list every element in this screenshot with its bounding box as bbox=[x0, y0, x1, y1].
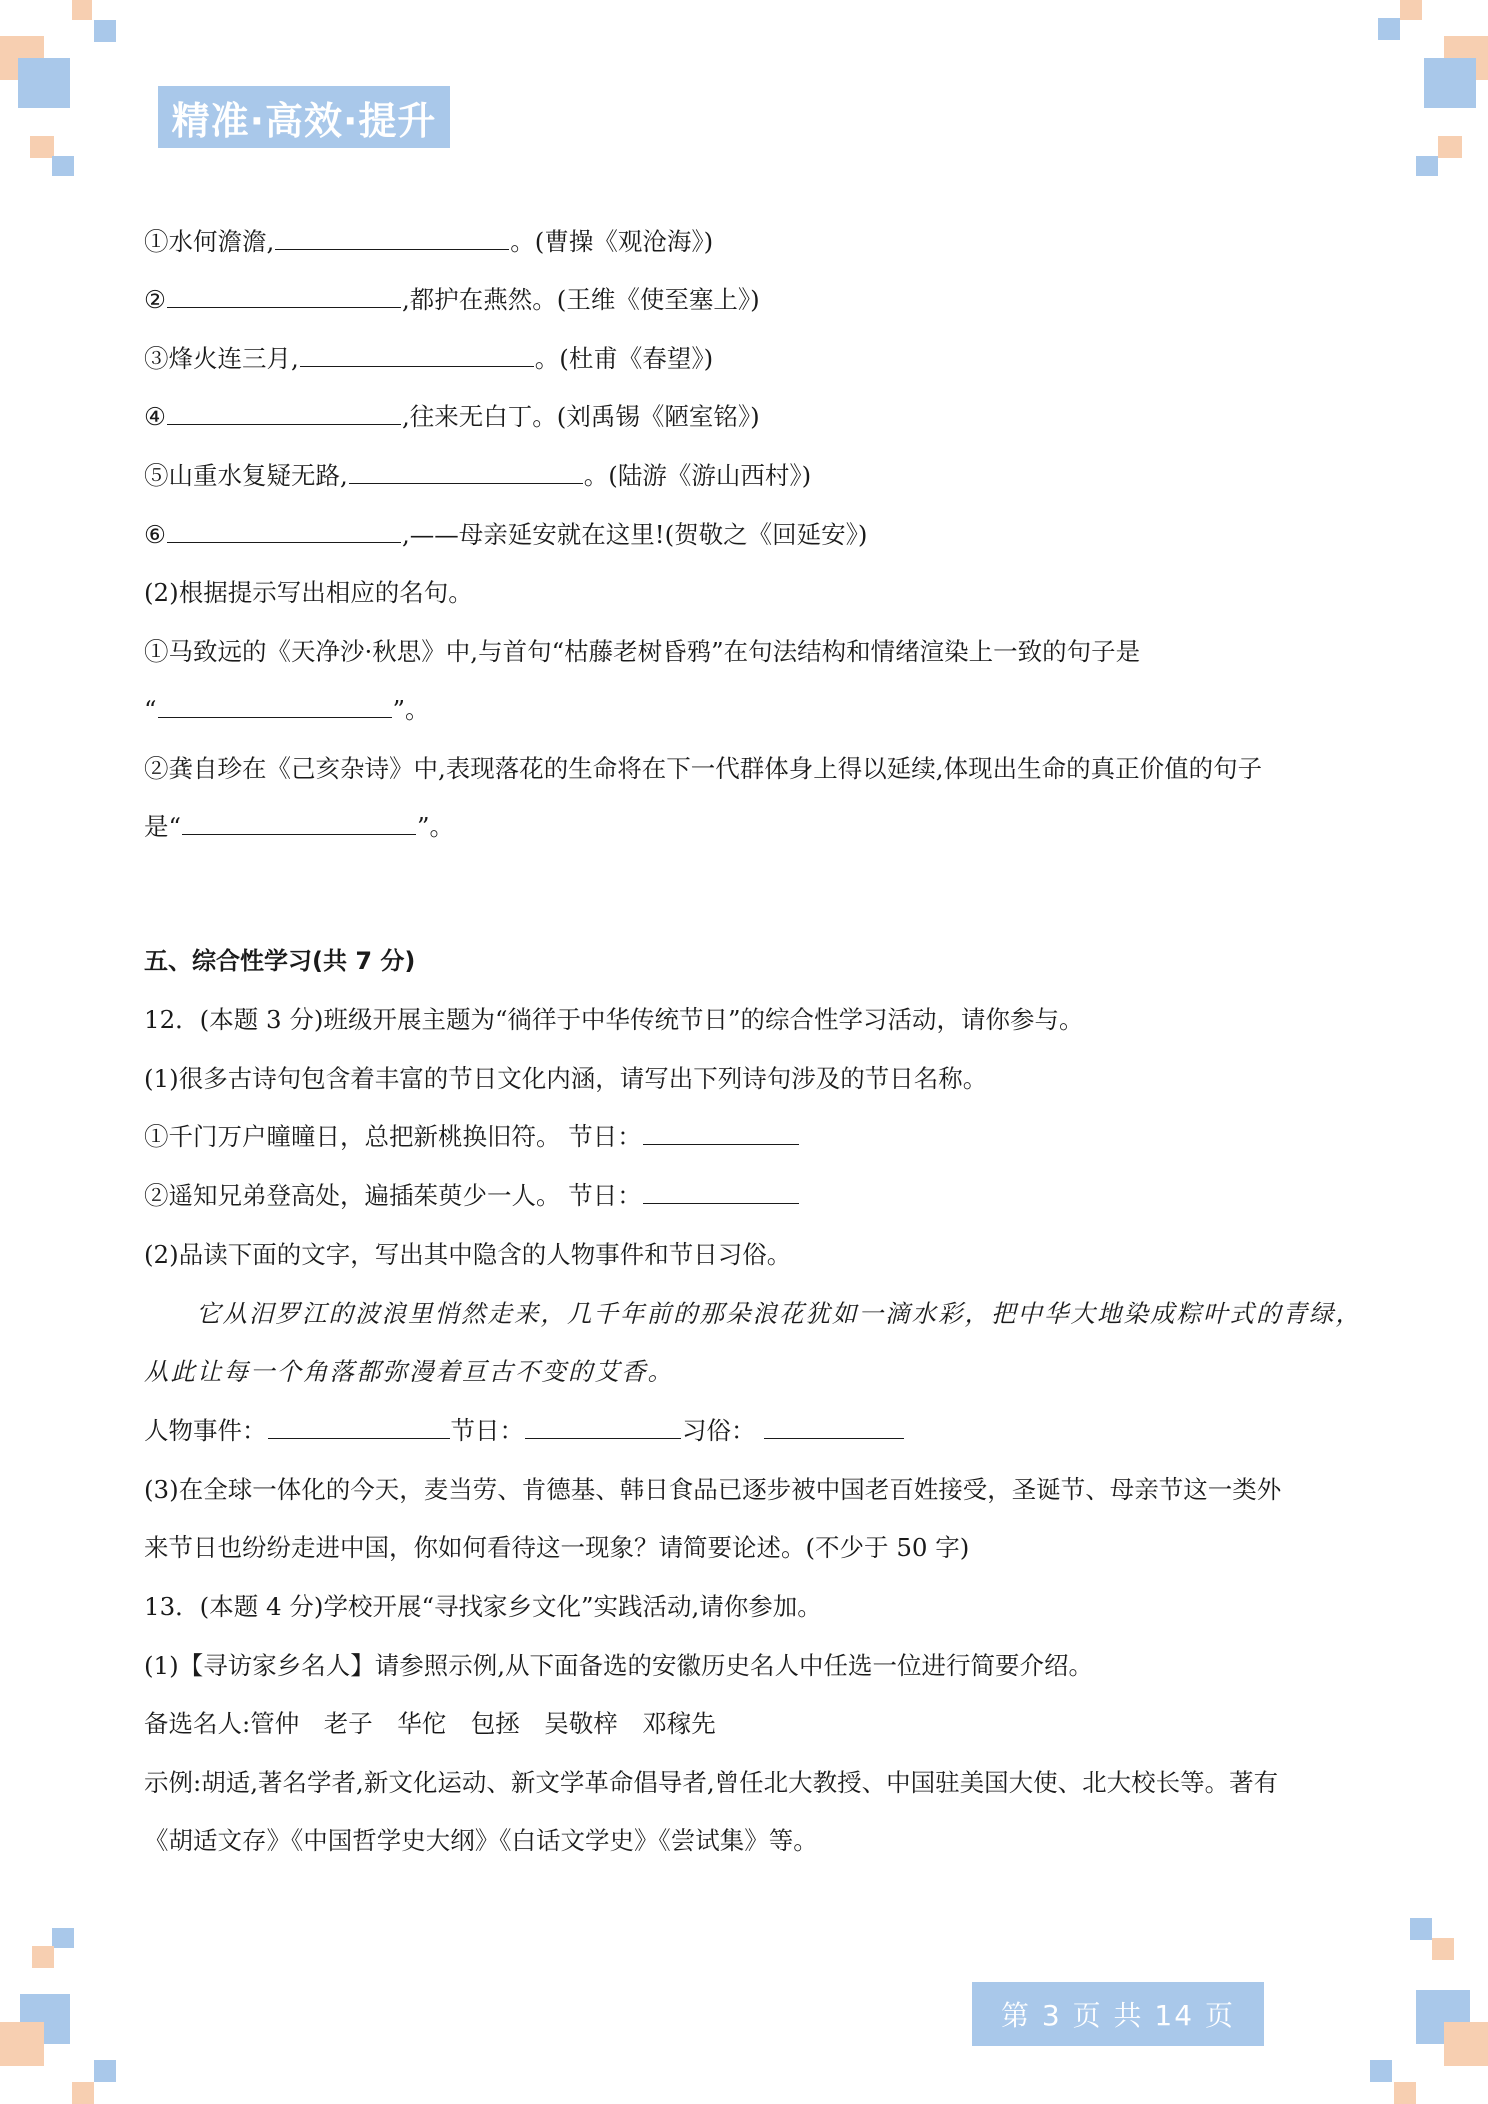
text-line bbox=[144, 283, 760, 317]
line-text: (3)在全球一体化的今天，麦当劳、肯德基、韩日食品已逐步被中国老百姓接受，圣诞节、母亲节这一类外 bbox=[144, 1475, 1282, 1504]
text-line bbox=[144, 1003, 1084, 1037]
line-text: “ bbox=[144, 695, 157, 724]
line-text: 示例:胡适,著名学者,新文化运动、新文学革命倡导者,曾任北大教授、中国驻美国大使、北大校长等。著有 bbox=[144, 1768, 1279, 1797]
line-text: ,都护在燕然。(王维《使至塞上》) bbox=[401, 285, 760, 314]
answer-blank[interactable] bbox=[643, 1179, 799, 1204]
text-line bbox=[144, 225, 713, 259]
line-text: ②遥知兄弟登高处，遍插茱萸少一人。 节日： bbox=[144, 1181, 642, 1210]
text-line bbox=[144, 1766, 1278, 1800]
text-line bbox=[144, 635, 1140, 669]
section-heading bbox=[144, 944, 415, 978]
answer-blank[interactable] bbox=[525, 1414, 681, 1439]
line-text: 。(杜甫《春望》) bbox=[534, 344, 714, 373]
text-line bbox=[144, 400, 760, 434]
answer-blank[interactable] bbox=[300, 342, 534, 367]
text-line bbox=[144, 459, 811, 493]
text-line bbox=[144, 518, 867, 552]
line-text: 人物事件： bbox=[144, 1416, 267, 1445]
page-number-badge: 第 3 页 共 14 页 bbox=[972, 1982, 1264, 2046]
answer-blank[interactable] bbox=[643, 1120, 799, 1145]
answer-blank[interactable] bbox=[167, 400, 401, 425]
line-text: ⑥ bbox=[144, 520, 166, 549]
text-line bbox=[144, 1824, 818, 1858]
line-text: ⑤山重水复疑无路, bbox=[144, 461, 348, 490]
line-text: (1)【寻访家乡名人】请参照示例,从下面备选的安徽历史名人中任选一位进行简要介绍。 bbox=[144, 1651, 1093, 1680]
text-line bbox=[144, 342, 713, 376]
answer-blank[interactable] bbox=[349, 459, 583, 484]
text-line bbox=[144, 1062, 987, 1096]
answer-blank[interactable] bbox=[764, 1414, 904, 1439]
line-text: ,——母亲延安就在这里!(贺敬之《回延安》) bbox=[401, 520, 868, 549]
answer-blank[interactable] bbox=[182, 810, 416, 835]
line-text: 是“ bbox=[144, 812, 182, 841]
line-text: ② bbox=[144, 285, 166, 314]
answer-blank[interactable] bbox=[158, 693, 392, 718]
line-text: 。(曹操《观沧海》) bbox=[510, 227, 714, 256]
line-text: 备选名人:管仲 老子 华佗 包拯 吴敬梓 邓稼先 bbox=[144, 1709, 716, 1738]
line-text: 《胡适文存》《中国哲学史大纲》《白话文学史》《尝试集》等。 bbox=[144, 1826, 818, 1855]
text-line bbox=[196, 1297, 1362, 1331]
text-line bbox=[144, 576, 473, 610]
text-line bbox=[144, 1531, 969, 1565]
line-text: 节日： bbox=[450, 1416, 524, 1445]
text-line bbox=[144, 810, 454, 844]
text-line bbox=[144, 1649, 1093, 1683]
line-text: ①马致远的《天净沙·秋思》中,与首句“枯藤老树昏鸦”在句法结构和情绪渲染上一致的句子是 bbox=[144, 637, 1141, 666]
text-line bbox=[144, 1414, 905, 1448]
text-line bbox=[144, 1120, 800, 1154]
line-text: ①水何澹澹, bbox=[144, 227, 275, 256]
line-text: ,往来无白丁。(刘禹锡《陋室铭》) bbox=[401, 402, 760, 431]
line-text: 13．(本题 4 分)学校开展“寻找家乡文化”实践活动,请你参加。 bbox=[144, 1592, 822, 1621]
line-text: ①千门万户曈曈日，总把新桃换旧符。 节日： bbox=[144, 1122, 642, 1151]
text-line bbox=[144, 693, 430, 727]
line-text: 五、综合性学习(共 7 分) bbox=[144, 947, 416, 975]
text-line bbox=[144, 1473, 1281, 1507]
line-text: ②龚自珍在《己亥杂诗》中,表现落花的生命将在下一代群体身上得以延续,体现出生命的真正价值的句子 bbox=[144, 754, 1263, 783]
line-text: 从此让每一个角落都弥漫着亘古不变的艾香。 bbox=[144, 1357, 674, 1386]
line-text: ③烽火连三月, bbox=[144, 344, 299, 373]
line-text: 。(陆游《游山西村》) bbox=[583, 461, 812, 490]
line-text: ”。 bbox=[417, 812, 455, 841]
text-line bbox=[144, 1355, 674, 1389]
line-text: (2)品读下面的文字，写出其中隐含的人物事件和节日习俗。 bbox=[144, 1240, 792, 1269]
text-line bbox=[144, 1707, 716, 1741]
line-text: 它从汨罗江的波浪里悄然走来，几千年前的那朵浪花犹如一滴水彩，把中华大地染成粽叶式的青绿， bbox=[196, 1299, 1362, 1328]
line-text: 习俗： bbox=[682, 1416, 764, 1445]
answer-blank[interactable] bbox=[167, 518, 401, 543]
text-line bbox=[144, 752, 1262, 786]
answer-blank[interactable] bbox=[167, 283, 401, 308]
line-text: (1)很多古诗句包含着丰富的节日文化内涵，请写出下列诗句涉及的节日名称。 bbox=[144, 1064, 988, 1093]
text-line bbox=[144, 1238, 791, 1272]
answer-blank[interactable] bbox=[275, 225, 509, 250]
line-text: ”。 bbox=[392, 695, 430, 724]
answer-blank[interactable] bbox=[268, 1414, 450, 1439]
text-line bbox=[144, 1179, 800, 1213]
text-line bbox=[144, 1590, 822, 1624]
line-text: 来节日也纷纷走进中国，你如何看待这一现象？请简要论述。(不少于 50 字) bbox=[144, 1533, 970, 1562]
header-badge: 精准·高效·提升 bbox=[158, 86, 450, 148]
line-text: 12．(本题 3 分)班级开展主题为“徜徉于中华传统节日”的综合性学习活动，请你参与。 bbox=[144, 1005, 1084, 1034]
line-text: ④ bbox=[144, 402, 166, 431]
line-text: (2)根据提示写出相应的名句。 bbox=[144, 578, 473, 607]
